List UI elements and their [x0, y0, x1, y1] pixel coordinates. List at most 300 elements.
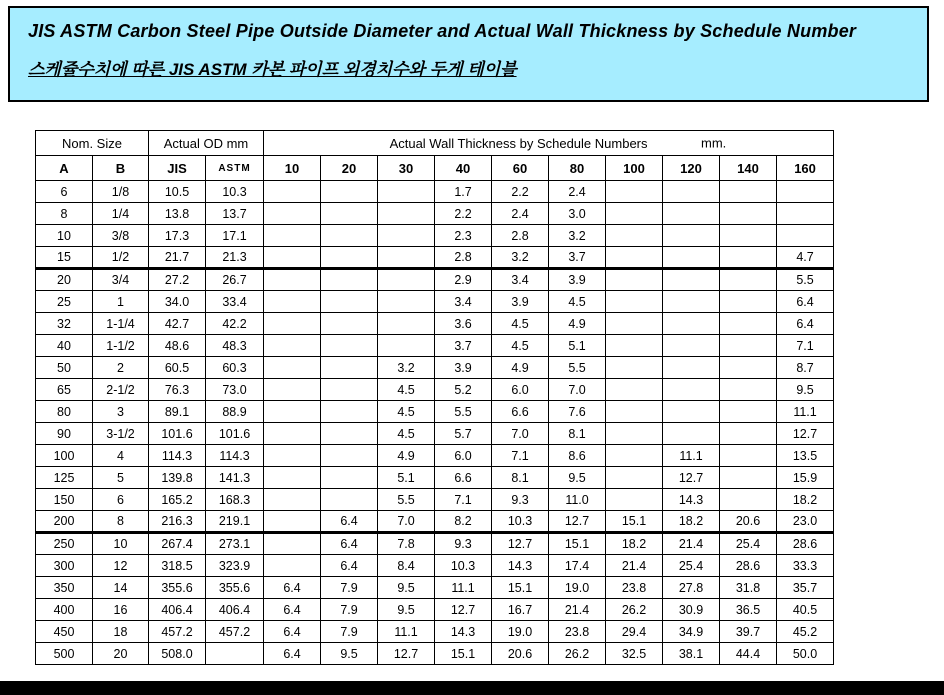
table-cell: [720, 291, 777, 313]
column-header-b: B: [93, 156, 149, 181]
column-header-a: A: [36, 156, 93, 181]
table-cell: [378, 269, 435, 291]
table-row: [36, 423, 834, 445]
column-header-120: 120: [663, 156, 720, 181]
table-cell: 76.3: [149, 379, 206, 401]
table-cell: 6.4: [321, 533, 378, 555]
table-cell: 4.5: [378, 379, 435, 401]
table-cell: 6: [93, 489, 149, 511]
table-cell: [720, 489, 777, 511]
table-cell: 1/4: [93, 203, 149, 225]
table-cell: 12: [93, 555, 149, 577]
table-cell: 400: [36, 599, 93, 621]
table-cell: 15.1: [492, 577, 549, 599]
table-cell: 73.0: [206, 379, 264, 401]
table-cell: 15.1: [606, 511, 663, 533]
table-cell: 141.3: [206, 467, 264, 489]
table-cell: 3/4: [93, 269, 149, 291]
table-cell: 17.4: [549, 555, 606, 577]
table-cell: [720, 467, 777, 489]
table-row: [36, 357, 834, 379]
table-cell: 4.9: [378, 445, 435, 467]
title-banner: [8, 6, 929, 102]
table-cell: 4.5: [378, 423, 435, 445]
table-row: [36, 467, 834, 489]
table-cell: 5.1: [378, 467, 435, 489]
table-cell: 8.1: [549, 423, 606, 445]
table-cell: 4.9: [549, 313, 606, 335]
table-cell: 3.9: [549, 269, 606, 291]
table-cell: 9.5: [378, 577, 435, 599]
table-cell: 7.0: [378, 511, 435, 533]
table-cell: 1: [93, 291, 149, 313]
table-cell: 25.4: [720, 533, 777, 555]
table-cell: [321, 401, 378, 423]
table-cell: [264, 379, 321, 401]
table-cell: 168.3: [206, 489, 264, 511]
table-cell: 12.7: [663, 467, 720, 489]
table-cell: [378, 203, 435, 225]
table-cell: [264, 467, 321, 489]
table-cell: 4.5: [378, 401, 435, 423]
table-cell: 6.6: [492, 401, 549, 423]
table-cell: [777, 203, 834, 225]
table-cell: 273.1: [206, 533, 264, 555]
table-cell: 50.0: [777, 643, 834, 665]
table-cell: 35.7: [777, 577, 834, 599]
table-cell: 23.8: [606, 577, 663, 599]
table-cell: 18.2: [606, 533, 663, 555]
table-cell: 7.1: [492, 445, 549, 467]
table-row: [36, 489, 834, 511]
table-cell: 125: [36, 467, 93, 489]
table-cell: 219.1: [206, 511, 264, 533]
table-cell: [378, 247, 435, 269]
table-cell: 25.4: [663, 555, 720, 577]
table-cell: [321, 489, 378, 511]
table-cell: 5.1: [549, 335, 606, 357]
table-cell: 21.4: [606, 555, 663, 577]
table-cell: [264, 511, 321, 533]
table-cell: 3.6: [435, 313, 492, 335]
table-cell: [606, 203, 663, 225]
table-cell: [720, 357, 777, 379]
table-cell: [264, 423, 321, 445]
table-cell: 3-1/2: [93, 423, 149, 445]
table-cell: 48.3: [206, 335, 264, 357]
table-cell: [321, 247, 378, 269]
table-row: [36, 555, 834, 577]
table-cell: [606, 225, 663, 247]
table-cell: 19.0: [549, 577, 606, 599]
table-cell: 18.2: [777, 489, 834, 511]
table-cell: 15.9: [777, 467, 834, 489]
table-cell: [264, 357, 321, 379]
table-cell: 6.4: [264, 599, 321, 621]
table-cell: [663, 423, 720, 445]
table-cell: 90: [36, 423, 93, 445]
table-cell: [206, 643, 264, 665]
table-row: [36, 203, 834, 225]
table-cell: 2.2: [435, 203, 492, 225]
table-cell: 457.2: [206, 621, 264, 643]
table-cell: [720, 313, 777, 335]
table-cell: 6.4: [264, 643, 321, 665]
table-row: [36, 291, 834, 313]
table-cell: 5.5: [435, 401, 492, 423]
table-cell: 2.8: [492, 225, 549, 247]
table-cell: [720, 181, 777, 203]
table-cell: 50: [36, 357, 93, 379]
table-row: [36, 247, 834, 269]
table-cell: [264, 533, 321, 555]
table-cell: 2.3: [435, 225, 492, 247]
table-cell: 8: [36, 203, 93, 225]
table-cell: 100: [36, 445, 93, 467]
table-cell: 139.8: [149, 467, 206, 489]
table-cell: [378, 181, 435, 203]
table-cell: [663, 379, 720, 401]
table-cell: 21.4: [549, 599, 606, 621]
table-cell: [321, 423, 378, 445]
table-cell: 3.7: [549, 247, 606, 269]
table-cell: 6: [36, 181, 93, 203]
table-cell: [663, 181, 720, 203]
table-cell: 20: [93, 643, 149, 665]
table-cell: 2.2: [492, 181, 549, 203]
table-cell: [606, 489, 663, 511]
table-cell: 88.9: [206, 401, 264, 423]
column-header-140: 140: [720, 156, 777, 181]
table-cell: 8: [93, 511, 149, 533]
table-cell: [321, 357, 378, 379]
column-header-jis: JIS: [149, 156, 206, 181]
page-subtitle-korean: 스케쥴수치에 따른 JIS ASTM 카본 파이프 외경치수와 두게 테이블: [28, 60, 517, 79]
table-cell: 1.7: [435, 181, 492, 203]
table-cell: 6.4: [264, 577, 321, 599]
table-row: [36, 225, 834, 247]
table-cell: [606, 269, 663, 291]
page-title: JIS ASTM Carbon Steel Pipe Outside Diameter and Actual Wall Thickness by Schedule Number: [28, 21, 857, 41]
table-cell: 26.2: [549, 643, 606, 665]
table-cell: [321, 335, 378, 357]
table-cell: 10: [93, 533, 149, 555]
table-cell: 406.4: [149, 599, 206, 621]
table-cell: 5.2: [435, 379, 492, 401]
table-cell: 28.6: [777, 533, 834, 555]
table-cell: 1/8: [93, 181, 149, 203]
table-cell: 6.0: [492, 379, 549, 401]
table-cell: 60.5: [149, 357, 206, 379]
column-header-30: 30: [378, 156, 435, 181]
table-cell: [720, 247, 777, 269]
table-cell: 33.3: [777, 555, 834, 577]
table-cell: [720, 379, 777, 401]
table-cell: 38.1: [663, 643, 720, 665]
table-cell: 355.6: [149, 577, 206, 599]
table-cell: 8.6: [549, 445, 606, 467]
table-cell: 4.7: [777, 247, 834, 269]
table-cell: [606, 313, 663, 335]
table-cell: [663, 225, 720, 247]
table-cell: 26.2: [606, 599, 663, 621]
table-cell: 500: [36, 643, 93, 665]
table-cell: 5.5: [378, 489, 435, 511]
table-cell: [264, 335, 321, 357]
table-cell: 15: [36, 247, 93, 269]
table-cell: 9.5: [777, 379, 834, 401]
table-cell: [606, 445, 663, 467]
table-row: [36, 511, 834, 533]
table-cell: [663, 291, 720, 313]
table-cell: [264, 445, 321, 467]
table-cell: 23.0: [777, 511, 834, 533]
table-cell: 36.5: [720, 599, 777, 621]
table-row: [36, 335, 834, 357]
table-cell: 8.7: [777, 357, 834, 379]
table-cell: 101.6: [149, 423, 206, 445]
table-cell: 11.1: [378, 621, 435, 643]
table-cell: 26.7: [206, 269, 264, 291]
table-cell: 6.6: [435, 467, 492, 489]
table-cell: 16: [93, 599, 149, 621]
table-cell: 7.9: [321, 599, 378, 621]
table-row: [36, 643, 834, 665]
table-cell: 5: [93, 467, 149, 489]
table-row: [36, 621, 834, 643]
table-cell: 14.3: [435, 621, 492, 643]
table-cell: [663, 357, 720, 379]
table-cell: 8.4: [378, 555, 435, 577]
table-cell: 250: [36, 533, 93, 555]
table-cell: 165.2: [149, 489, 206, 511]
table-cell: 34.0: [149, 291, 206, 313]
table-cell: 65: [36, 379, 93, 401]
table-row: [36, 445, 834, 467]
table-cell: [264, 291, 321, 313]
table-cell: [264, 313, 321, 335]
table-cell: [777, 225, 834, 247]
table-cell: [321, 291, 378, 313]
table-cell: 3.2: [549, 225, 606, 247]
column-header-60: 60: [492, 156, 549, 181]
table-cell: 323.9: [206, 555, 264, 577]
table-cell: 11.1: [663, 445, 720, 467]
table-cell: 44.4: [720, 643, 777, 665]
table-cell: [321, 269, 378, 291]
table-cell: 2.9: [435, 269, 492, 291]
table-cell: 4.5: [492, 313, 549, 335]
table-cell: 7.0: [549, 379, 606, 401]
table-cell: 7.9: [321, 621, 378, 643]
table-cell: 23.8: [549, 621, 606, 643]
table-cell: 7.6: [549, 401, 606, 423]
table-cell: 1-1/4: [93, 313, 149, 335]
table-cell: 3.2: [492, 247, 549, 269]
table-cell: 267.4: [149, 533, 206, 555]
table-cell: 13.7: [206, 203, 264, 225]
table-cell: 33.4: [206, 291, 264, 313]
table-row: [36, 181, 834, 203]
table-cell: 4.5: [549, 291, 606, 313]
table-cell: 9.3: [492, 489, 549, 511]
table-cell: 5.7: [435, 423, 492, 445]
table-cell: 1/2: [93, 247, 149, 269]
table-cell: 11.0: [549, 489, 606, 511]
table-cell: 6.4: [264, 621, 321, 643]
table-cell: 13.5: [777, 445, 834, 467]
table-cell: 18.2: [663, 511, 720, 533]
table-cell: [264, 269, 321, 291]
table-cell: 406.4: [206, 599, 264, 621]
table-cell: 7.0: [492, 423, 549, 445]
table-cell: [321, 313, 378, 335]
table-cell: 450: [36, 621, 93, 643]
table-cell: 15.1: [435, 643, 492, 665]
table-cell: 19.0: [492, 621, 549, 643]
table-cell: 14.3: [663, 489, 720, 511]
table-cell: 3.4: [492, 269, 549, 291]
table-cell: 40.5: [777, 599, 834, 621]
table-cell: 7.1: [777, 335, 834, 357]
table-cell: 3.9: [492, 291, 549, 313]
table-cell: [720, 401, 777, 423]
mm-unit-label: mm.: [701, 135, 727, 151]
table-cell: 10.3: [492, 511, 549, 533]
table-cell: [264, 555, 321, 577]
table-cell: 4.9: [492, 357, 549, 379]
table-cell: 17.1: [206, 225, 264, 247]
table-cell: 40: [36, 335, 93, 357]
table-cell: 20.6: [492, 643, 549, 665]
table-cell: [321, 203, 378, 225]
table-cell: 8.1: [492, 467, 549, 489]
table-cell: [264, 203, 321, 225]
table-cell: 2.4: [492, 203, 549, 225]
table-cell: 7.1: [435, 489, 492, 511]
table-row: [36, 599, 834, 621]
table-cell: [663, 247, 720, 269]
table-row: [36, 577, 834, 599]
table-cell: 13.8: [149, 203, 206, 225]
table-cell: 200: [36, 511, 93, 533]
table-cell: 3.7: [435, 335, 492, 357]
table-cell: 3/8: [93, 225, 149, 247]
table-cell: [663, 203, 720, 225]
table-cell: 6.4: [321, 555, 378, 577]
table-cell: [264, 489, 321, 511]
table-cell: [777, 181, 834, 203]
table-cell: 6.0: [435, 445, 492, 467]
table-cell: 3.0: [549, 203, 606, 225]
table-cell: 2.4: [549, 181, 606, 203]
table-cell: [606, 423, 663, 445]
table-cell: 10: [36, 225, 93, 247]
table-cell: 4: [93, 445, 149, 467]
table-cell: [663, 401, 720, 423]
table-cell: 6.4: [777, 291, 834, 313]
table-cell: 17.3: [149, 225, 206, 247]
table-cell: 101.6: [206, 423, 264, 445]
table-cell: 10.3: [435, 555, 492, 577]
table-cell: [606, 247, 663, 269]
table-cell: 39.7: [720, 621, 777, 643]
wall-thickness-header: [264, 131, 834, 156]
table-cell: 18: [93, 621, 149, 643]
table-cell: [321, 225, 378, 247]
table-cell: 9.5: [378, 599, 435, 621]
table-cell: 4.5: [492, 335, 549, 357]
table-cell: 114.3: [206, 445, 264, 467]
table-cell: 3.9: [435, 357, 492, 379]
table-row: [36, 269, 834, 291]
column-header-160: 160: [777, 156, 834, 181]
table-cell: [720, 225, 777, 247]
table-cell: 12.7: [435, 599, 492, 621]
table-cell: 457.2: [149, 621, 206, 643]
table-cell: [606, 357, 663, 379]
table-cell: 30.9: [663, 599, 720, 621]
table-cell: 11.1: [435, 577, 492, 599]
table-cell: 28.6: [720, 555, 777, 577]
column-header-100: 100: [606, 156, 663, 181]
table-cell: 8.2: [435, 511, 492, 533]
table-cell: 9.3: [435, 533, 492, 555]
wall-thickness-label: Actual Wall Thickness by Schedule Numbers: [389, 135, 648, 151]
table-row: [36, 401, 834, 423]
group-header-row: [36, 131, 834, 156]
table-cell: 29.4: [606, 621, 663, 643]
nom-size-header: Nom. Size: [36, 131, 149, 156]
table-cell: 7.8: [378, 533, 435, 555]
table-cell: 21.7: [149, 247, 206, 269]
table-cell: 350: [36, 577, 93, 599]
table-cell: [264, 225, 321, 247]
table-cell: [321, 467, 378, 489]
table-cell: [321, 445, 378, 467]
table-cell: 11.1: [777, 401, 834, 423]
table-cell: [720, 445, 777, 467]
table-row: [36, 533, 834, 555]
table-cell: [720, 335, 777, 357]
table-cell: 25: [36, 291, 93, 313]
table-cell: 2.8: [435, 247, 492, 269]
table-cell: 3.2: [378, 357, 435, 379]
column-header-20: 20: [321, 156, 378, 181]
table-cell: [378, 291, 435, 313]
table-cell: 12.7: [492, 533, 549, 555]
table-cell: 14: [93, 577, 149, 599]
table-cell: 7.9: [321, 577, 378, 599]
table-cell: 3.4: [435, 291, 492, 313]
table-cell: 80: [36, 401, 93, 423]
column-header-80: 80: [549, 156, 606, 181]
table-cell: [378, 225, 435, 247]
bottom-scan-edge: [0, 681, 944, 695]
pipe-schedule-table: [35, 130, 834, 665]
table-cell: 300: [36, 555, 93, 577]
table-cell: 12.7: [777, 423, 834, 445]
table-cell: 5.5: [777, 269, 834, 291]
table-cell: [606, 335, 663, 357]
table-cell: [720, 269, 777, 291]
table-cell: 89.1: [149, 401, 206, 423]
table-row: [36, 313, 834, 335]
table-cell: [720, 203, 777, 225]
table-cell: [663, 313, 720, 335]
table-cell: 27.2: [149, 269, 206, 291]
table-cell: [378, 335, 435, 357]
